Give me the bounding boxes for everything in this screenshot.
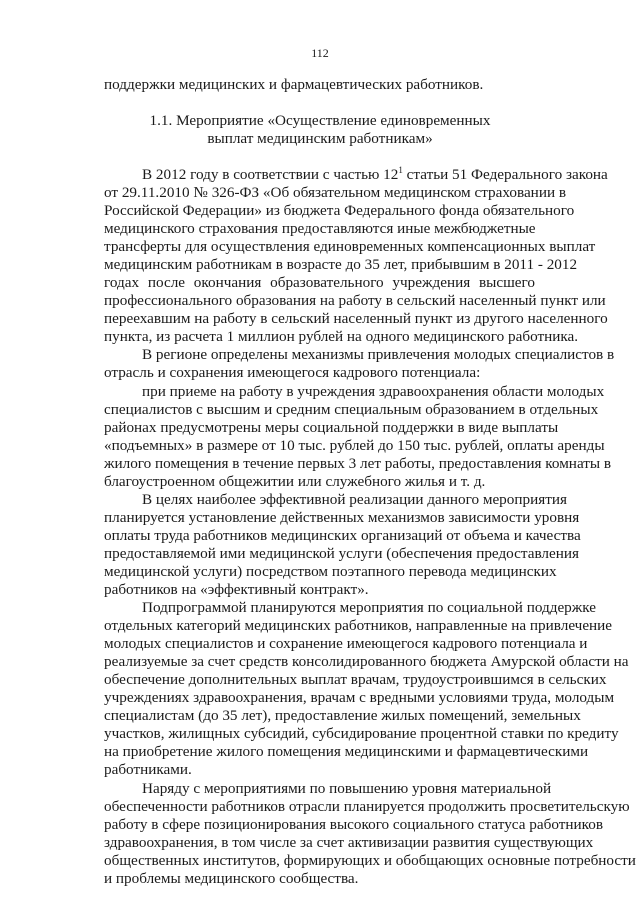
- paragraph-2-line: В регионе определены механизмы привлечения молодых специалистов в: [142, 346, 615, 363]
- section-heading-line-1: 1.1. Мероприятие «Осуществление единовременных: [149, 112, 491, 129]
- paragraph-6-line: и проблемы медицинского сообщества.: [104, 870, 359, 887]
- paragraph-5-line: молодых специалистов и сохранение имеющегося кадрового потенциала и: [104, 635, 588, 652]
- paragraph-1-line: годах после окончания образовательного учреждения высшего: [104, 274, 535, 291]
- paragraph-4-line: оплаты труда работников медицинских организаций от объема и качества: [104, 527, 581, 544]
- paragraph-5-line: Подпрограммой планируются мероприятия по социальной поддержке: [142, 599, 597, 616]
- paragraph-6-line: работу в сфере позиционирования высокого социального статуса работников: [104, 816, 603, 833]
- paragraph-1-line: медицинским работникам в возрасте до 35 лет, прибывшим в 2011 - 2012: [104, 256, 578, 273]
- paragraph-4-line: работников на «эффективный контракт».: [104, 581, 369, 598]
- paragraph-5-line: реализуемые за счет средств консолидированного бюджета Амурской области на: [104, 653, 629, 670]
- paragraph-1-line: Российской Федерации» из бюджета Федерального фонда обязательного: [104, 202, 575, 219]
- paragraph-1-line: трансферты для осуществления единовременных компенсационных выплат: [104, 238, 596, 255]
- superscript-1: 1: [398, 164, 403, 175]
- paragraph-4-line: В целях наиболее эффективной реализации данного мероприятия: [142, 491, 567, 508]
- paragraph-1-line: переехавшим на работу в сельский населенный пункт из другого населенного: [104, 310, 608, 327]
- paragraph-2-line: отрасль и сохранения имеющегося кадрового потенциала:: [104, 364, 481, 381]
- paragraph-5-line: отдельных категорий медицинских работников, направленные на привлечение: [104, 617, 613, 634]
- page-number: 112: [311, 46, 329, 60]
- paragraph-1-line: медицинского страхования предоставляются иные межбюджетные: [104, 220, 536, 237]
- paragraph-3-line: «подъемных» в размере от 10 тыс. рублей до 150 тыс. рублей, оплаты аренды: [104, 437, 605, 454]
- paragraph-6-line: Наряду с мероприятиями по повышению уровня материальной: [142, 780, 552, 797]
- paragraph-4-line: планируется установление действенных механизмов зависимости уровня: [104, 509, 580, 526]
- paragraph-5-line: обеспечение дополнительных выплат врачам, трудоустроившимся в сельских: [104, 671, 607, 688]
- paragraph-1-line: пункта, из расчета 1 миллион рублей на одного медицинского работника.: [104, 328, 579, 345]
- paragraph-4-line: предоставляемой ими медицинской услуги (обеспечения предоставления: [104, 545, 579, 562]
- paragraph-1-line: от 29.11.2010 № 326-ФЗ «Об обязательном медицинском страховании в: [104, 184, 567, 201]
- paragraph-1-first-line: В 2012 году в соответствии с частью $12^1$ статьи 51 Федерального закона: [142, 164, 608, 183]
- section-heading-line-2: выплат медицинским работникам»: [207, 130, 433, 147]
- paragraph-6-line: обеспеченности работников отрасли планируется продолжить просветительскую: [104, 798, 630, 815]
- paragraph-5-line: участков, жилищных субсидий, субсидирование процентной ставки по кредиту: [104, 725, 619, 742]
- paragraph-3-line: благоустроенном общежитии или служебного жилья и т. д.: [104, 473, 486, 490]
- paragraph-1-line: профессионального образования на работу в сельский населенный пункт или: [104, 292, 606, 309]
- paragraph-6-line: общественных институтов, формирующих и обобщающих основные потребности: [104, 852, 636, 869]
- paragraph-3-line: жилого помещения в течение первых 3 лет работы, предоставления комнаты в: [104, 455, 612, 472]
- paragraph-3-line: специалистов с высшим и средним специальным образованием в отдельных: [104, 401, 599, 418]
- paragraph-6-line: здравоохранения, в том числе за счет активизации развития существующих: [104, 834, 594, 851]
- paragraph-5-line: специалистам (до 35 лет), предоставление жилых помещений, земельных: [104, 707, 581, 724]
- paragraph-3-line: при приеме на работу в учреждения здравоохранения области молодых: [142, 383, 605, 400]
- paragraph-5-line: на приобретение жилого помещения медицинскими и фармацевтическими: [104, 743, 589, 760]
- paragraph-5-line: работниками.: [104, 761, 192, 778]
- paragraph-5-line: учреждениях здравоохранения, врачам с вредными условиями труда, молодым: [104, 689, 615, 706]
- intro-line: поддержки медицинских и фармацевтических работников.: [104, 76, 484, 93]
- paragraph-4-line: медицинской услуги) посредством поэтапного перевода медицинских: [104, 563, 557, 580]
- paragraph-3-line: районах предусмотрены меры социальной поддержки в виде выплаты: [104, 419, 559, 436]
